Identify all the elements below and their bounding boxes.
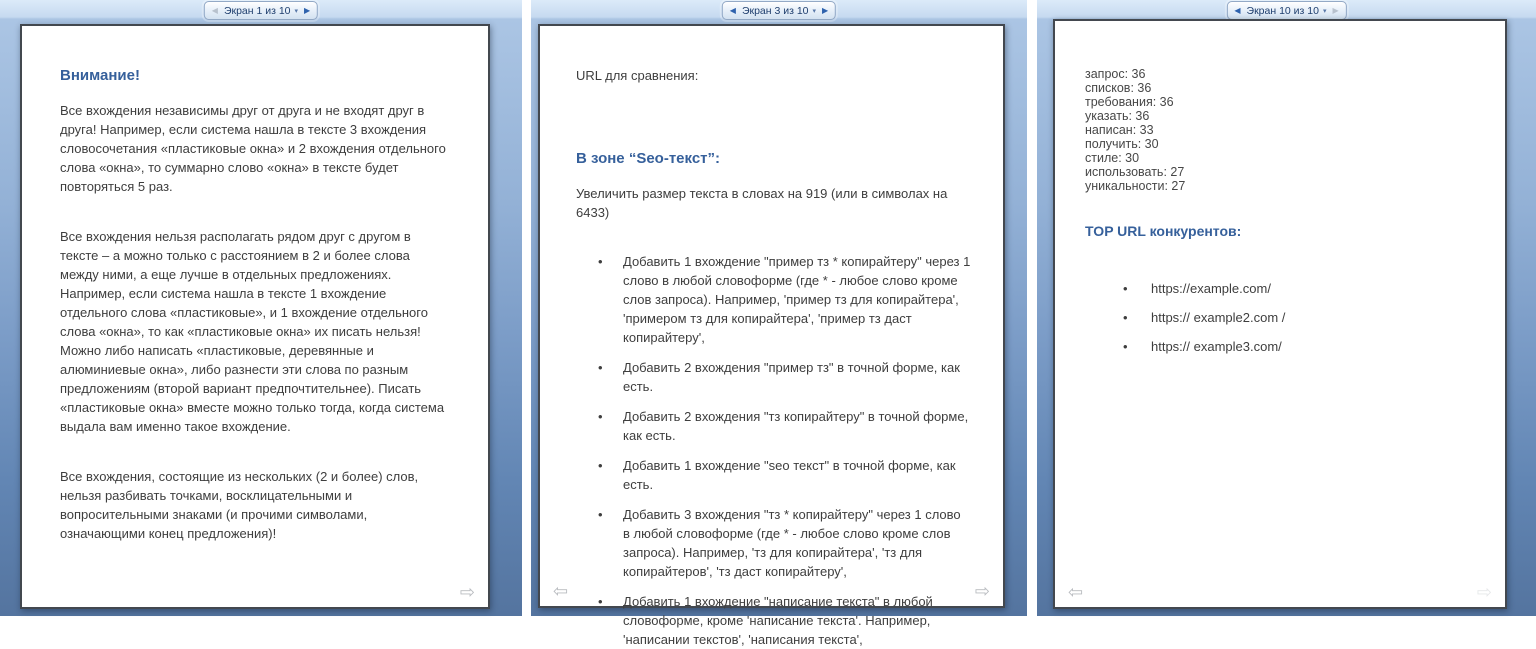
- word-stat: списков: 36: [1085, 81, 1152, 95]
- list-item: • Добавить 2 вхождения "тз копирайтеру" в точной форме, как есть.: [598, 407, 971, 445]
- increase-text-size-line: Увеличить размер текста в словах на 919 (или в символах на 6433): [576, 186, 948, 220]
- document-page-3: [1053, 19, 1507, 609]
- url-comparison-label: URL для сравнения:: [576, 68, 699, 83]
- page-back-icon[interactable]: ⇦: [553, 581, 569, 601]
- reader-panel-1: [0, 0, 522, 616]
- word-stat: уникальности: 27: [1085, 179, 1186, 193]
- word-frequency-list: [1085, 67, 1475, 193]
- seo-requirements-list: [576, 252, 971, 649]
- screen-counter-label: Экран 1 из 10: [223, 4, 291, 17]
- word-stat: написан: 33: [1085, 123, 1154, 137]
- word-stat: указать: 36: [1085, 109, 1150, 123]
- screen-nav-dropdown[interactable]: [204, 1, 318, 20]
- competitor-url: • https:// example2.com /: [1123, 308, 1475, 327]
- competitor-url: • https://example.com/: [1123, 279, 1475, 298]
- word-stat: запрос: 36: [1085, 67, 1146, 81]
- page-title: Внимание!: [60, 67, 140, 84]
- screen-counter-label: Экран 10 из 10: [1246, 4, 1319, 17]
- word-stat: требования: 36: [1085, 95, 1174, 109]
- prev-screen-icon[interactable]: ◀: [211, 5, 218, 15]
- word-stat: получить: 30: [1085, 137, 1159, 151]
- chevron-down-icon[interactable]: ▾: [294, 7, 299, 15]
- top-url-heading: TOP URL конкурентов:: [1085, 223, 1242, 239]
- list-item: • Добавить 3 вхождения "тз * копирайтеру" через 1 слово в любой словоформе (где * - любое слово кроме слов запроса). Например, 'тз для копирайтера', 'тз для копирайтеров', 'тз даст копирайтеру',: [598, 505, 971, 581]
- page-forward-icon[interactable]: ⇨: [459, 582, 475, 602]
- word-stat: использовать: 27: [1085, 165, 1185, 179]
- screen-counter-label: Экран 3 из 10: [741, 4, 809, 17]
- prev-screen-icon[interactable]: ◀: [729, 5, 736, 15]
- next-screen-icon[interactable]: ▶: [822, 5, 829, 15]
- chevron-down-icon[interactable]: ▾: [812, 7, 817, 15]
- reader-panel-2: [531, 0, 1027, 647]
- page-forward-icon[interactable]: ⇨: [974, 581, 990, 601]
- next-screen-icon[interactable]: ▶: [1332, 5, 1339, 15]
- paragraph: Все вхождения нельзя располагать рядом друг с другом в тексте – а можно только с расстоянием в 2 и более слова между ними, а еще лучше в отдельных предложениях. Например, если система нашла в тексте 1 вхождение отдельного слова «пластиковые», и 1 вхождение отдельного слова «окна», то как «пластиковые окна» их писать нельзя! Можно либо написать «пластиковые, деревянные и алюминиевые окна», либо разнести эти слова по разным предложениям (второй вариант предпочтительнее). Писать «пластиковые окна» вместе можно только тогда, когда система выдала вам именно такое вхождение.: [60, 229, 445, 434]
- page-forward-icon[interactable]: ⇨: [1476, 582, 1492, 602]
- document-page-1: [20, 24, 490, 609]
- screen-nav-dropdown[interactable]: [1226, 1, 1346, 20]
- paragraph: Все вхождения, состоящие из нескольких (2 и более) слов, нельзя разбивать точками, восклицательными и вопросительными знаками (и прочими символами, означающими конец предложения)!: [60, 469, 419, 541]
- competitor-url: • https:// example3.com/: [1123, 337, 1475, 356]
- seo-text-zone-heading: В зоне “Seo-текст”:: [576, 150, 721, 167]
- reader-panel-3: [1037, 0, 1536, 616]
- list-item: • Добавить 1 вхождение "seo текст" в точной форме, как есть.: [598, 456, 971, 494]
- screen-nav-dropdown[interactable]: [722, 1, 836, 20]
- paragraph: Все вхождения независимы друг от друга и не входят друг в друга! Например, если система нашла в тексте 3 вхождения словосочетания «пластиковые окна» и 2 вхождения отдельного слова «окна», то суммарно слово «окна» в тексте будет повторяться 5 раз.: [60, 103, 446, 194]
- word-stat: стиле: 30: [1085, 151, 1140, 165]
- prev-screen-icon[interactable]: ◀: [1234, 5, 1241, 15]
- next-screen-icon[interactable]: ▶: [304, 5, 311, 15]
- competitor-url-list: [1085, 279, 1475, 356]
- page-back-icon[interactable]: ⇦: [1068, 582, 1084, 602]
- list-item: • Добавить 1 вхождение "пример тз * копирайтеру" через 1 слово в любой словоформе (где * - любое слово кроме слов запроса). Например, 'пример тз для копирайтера', 'примером тз для копирайтера', 'пример тз даст копирайтеру',: [598, 252, 971, 347]
- list-item: • Добавить 2 вхождения "пример тз" в точной форме, как есть.: [598, 358, 971, 396]
- chevron-down-icon[interactable]: ▾: [1322, 7, 1327, 15]
- list-item: • Добавить 1 вхождение "написание текста" в любой словоформе, кроме 'написание текста'. Например, 'написании текстов', 'написания текста',: [598, 592, 971, 649]
- document-page-2: [538, 24, 1005, 647]
